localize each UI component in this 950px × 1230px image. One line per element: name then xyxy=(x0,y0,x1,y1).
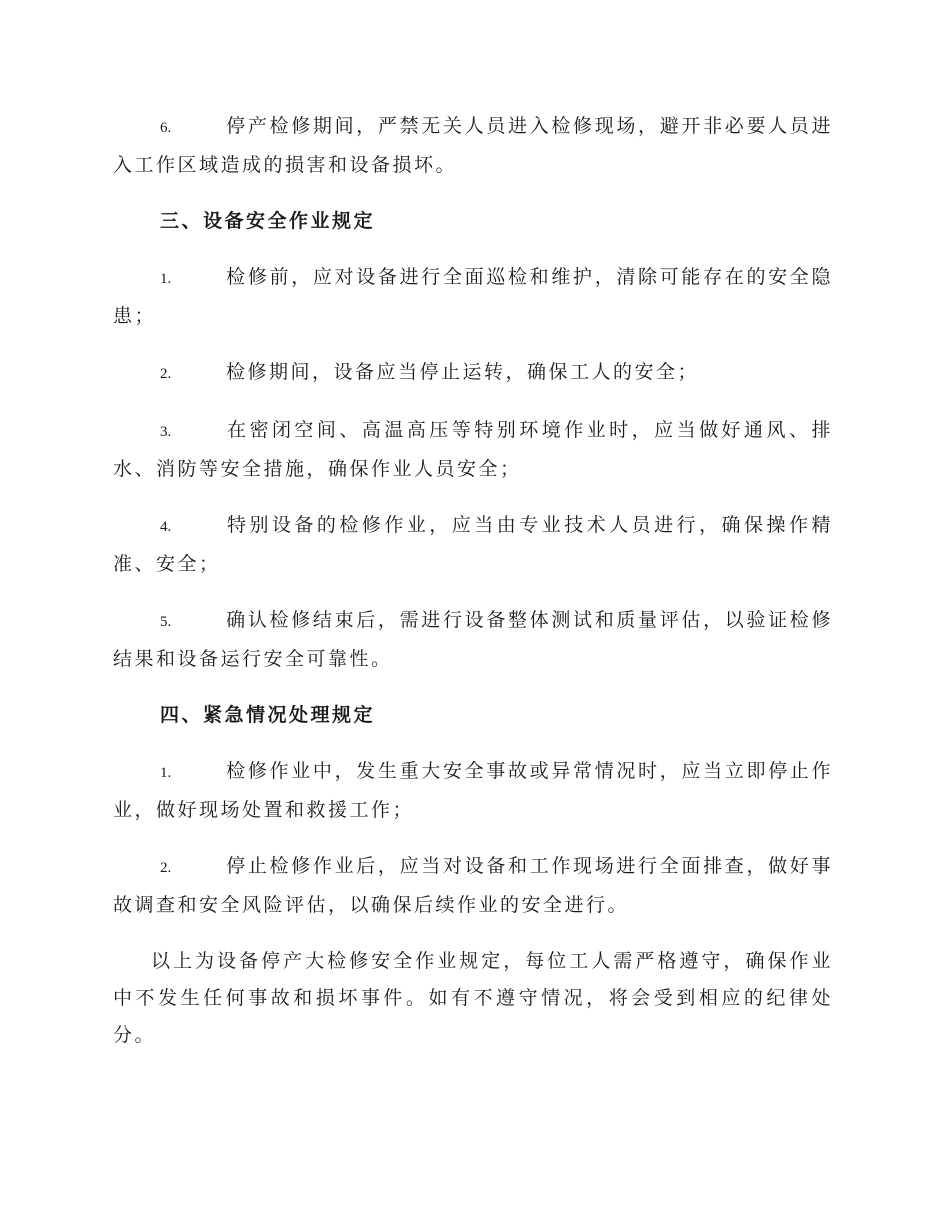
list-item-number: 5. xyxy=(160,614,172,630)
list-item-2 xyxy=(113,848,833,924)
list-item-number: 4. xyxy=(160,519,172,535)
closing-paragraph: 以上为设备停产大检修安全作业规定，每位工人需严格遵守，确保作业中不发生任何事故和损坏事件。如有不遵守情况，将会受到相应的纪律处分。 xyxy=(113,950,833,1046)
section-heading-equipment-safety: 三、设备安全作业规定 xyxy=(160,210,376,232)
list-item-1 xyxy=(113,259,833,335)
list-item-text: 确认检修结束后，需进行设备整体测试和质量评估，以验证检修结果和设备运行安全可靠性。 xyxy=(113,609,833,670)
list-item-number: 1. xyxy=(160,271,172,287)
list-item-text: 停产检修期间，严禁无关人员进入检修现场，避开非必要人员进入工作区域造成的损害和设备损坏。 xyxy=(113,115,833,176)
list-item-number: 6. xyxy=(160,120,172,136)
list-item-number: 2. xyxy=(160,860,172,876)
list-item-text: 停止检修作业后，应当对设备和工作现场进行全面排查，做好事故调查和安全风险评估，以确保后续作业的安全进行。 xyxy=(113,855,833,916)
list-item-2 xyxy=(113,354,833,393)
list-item-6 xyxy=(113,108,833,184)
list-item-1 xyxy=(113,753,833,829)
document-page xyxy=(113,108,833,1073)
list-item-text: 在密闭空间、高温高压等特别环境作业时，应当做好通风、排水、消防等安全措施，确保作业人员安全； xyxy=(113,419,833,480)
list-item-number: 2. xyxy=(160,366,172,382)
list-item-number: 3. xyxy=(160,424,172,440)
list-item-text: 检修前，应对设备进行全面巡检和维护，清除可能存在的安全隐患； xyxy=(113,266,833,327)
list-item-number: 1. xyxy=(160,765,172,781)
list-item-4 xyxy=(113,507,833,583)
list-item-text: 检修期间，设备应当停止运转，确保工人的安全； xyxy=(226,361,700,383)
list-item-3 xyxy=(113,412,833,488)
list-item-5 xyxy=(113,602,833,678)
list-item-text: 检修作业中，发生重大安全事故或异常情况时，应当立即停止作业，做好现场处置和救援工作； xyxy=(113,760,833,821)
section-heading-emergency: 四、紧急情况处理规定 xyxy=(160,704,376,726)
list-item-text: 特别设备的检修作业，应当由专业技术人员进行，确保操作精准、安全； xyxy=(113,514,833,575)
